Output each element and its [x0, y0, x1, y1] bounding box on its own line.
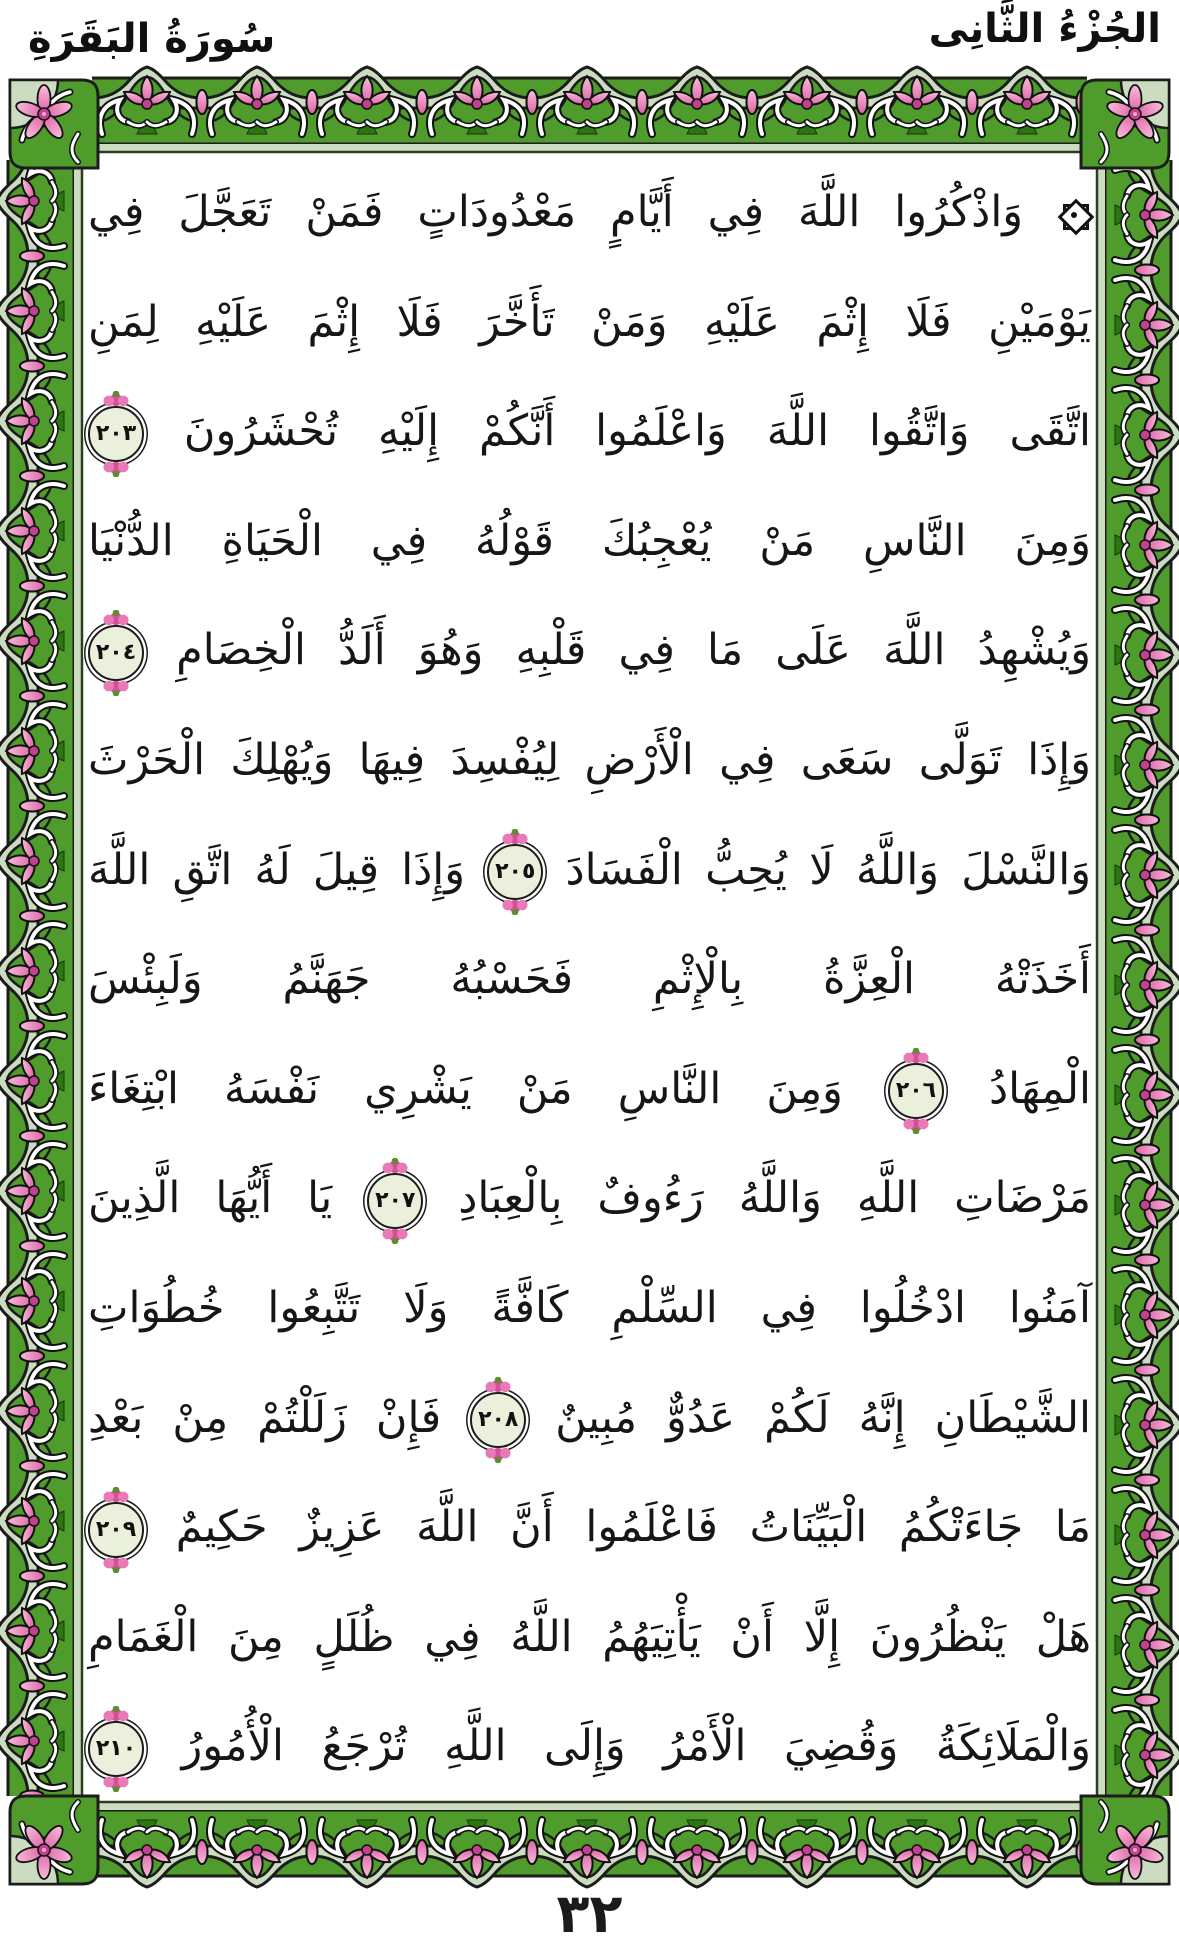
verse-number: ٢٠٨ [478, 1409, 518, 1431]
ayah-text: فَإِنْ زَلَلْتُمْ مِنْ بَعْدِ [88, 1393, 441, 1443]
ayah-text: اتَّقَى وَاتَّقُوا اللَّهَ وَاعْلَمُوا أَنَّكُمْ إِلَيْهِ تُحْشَرُونَ [184, 406, 1091, 456]
ayah-text: آمَنُوا ادْخُلُوا فِي السِّلْمِ كَافَّةً وَلَا تَتَّبِعُوا خُطُوَاتِ [88, 1283, 1091, 1333]
verse-number: ٢٠٦ [896, 1080, 936, 1102]
quran-line [88, 1144, 1091, 1254]
quran-line [88, 1364, 1091, 1474]
ayah-text: وَاذْكُرُوا اللَّهَ فِي أَيَّامٍ مَعْدُودَاتٍ فَمَنْ تَعَجَّلَ فِي [88, 187, 1023, 237]
ayah-text: هَلْ يَنْظُرُونَ إِلَّا أَنْ يَأْتِيَهُمُ اللَّهُ فِي ظُلَلٍ مِنَ الْغَمَامِ [88, 1612, 1091, 1662]
border-corner-bottom-left [10, 1796, 98, 1884]
verse-number-medallion [88, 1721, 144, 1777]
quran-line [88, 816, 1091, 926]
quran-line [88, 596, 1091, 706]
verse-number: ٢١٠ [96, 1738, 136, 1760]
verse-number: ٢٠٩ [96, 1519, 136, 1541]
quran-line [88, 377, 1091, 487]
verse-number-medallion [88, 625, 144, 681]
border-corner-top-left [10, 80, 98, 168]
quran-line [88, 1254, 1091, 1364]
border-right-band [1105, 155, 1179, 1816]
border-corner-bottom-right [1081, 1796, 1169, 1884]
verse-number-medallion [470, 1392, 526, 1448]
quran-line [88, 268, 1091, 378]
juz-title: الجُزْءُ الثَّانِى [929, 6, 1161, 52]
ayah-text: وَمِنَ النَّاسِ مَنْ يَشْرِي نَفْسَهُ ابْتِغَاءَ [88, 1064, 843, 1114]
verse-number-medallion [888, 1063, 944, 1119]
ayah-text: الْمِهَادُ [989, 1064, 1091, 1114]
ayah-text: وَمِنَ النَّاسِ مَنْ يُعْجِبُكَ قَوْلُهُ فِي الْحَيَاةِ الدُّنْيَا [88, 516, 1091, 566]
ayah-text: مَا جَاءَتْكُمُ الْبَيِّنَاتُ فَاعْلَمُوا أَنَّ اللَّهَ عَزِيزٌ حَكِيمٌ [176, 1502, 1091, 1552]
quran-line [88, 1583, 1091, 1693]
quran-line [88, 158, 1091, 268]
verse-number: ٢٠٥ [495, 861, 535, 883]
verse-number: ٢٠٣ [96, 423, 136, 445]
quran-line [88, 1692, 1091, 1802]
quran-line [88, 925, 1091, 1035]
ayah-text: أَخَذَتْهُ الْعِزَّةُ بِالْإِثْمِ فَحَسْبُهُ جَهَنَّمُ وَلَبِئْسَ [88, 954, 1091, 1004]
ayah-text: الشَّيْطَانِ إِنَّهُ لَكُمْ عَدُوٌّ مُبِينٌ [555, 1393, 1091, 1443]
quran-line [88, 1035, 1091, 1145]
verse-number-medallion [88, 1502, 144, 1558]
border-top-band [87, 67, 1179, 144]
ayah-text: وَيُشْهِدُ اللَّهَ عَلَى مَا فِي قَلْبِهِ وَهُوَ أَلَدُّ الْخِصَامِ [176, 625, 1091, 675]
quran-line [88, 706, 1091, 816]
verse-number-medallion [88, 406, 144, 462]
border-left-band [0, 141, 74, 1802]
quran-text-area [88, 158, 1091, 1802]
surah-title: سُورَةُ البَقَرَةِ [28, 16, 275, 62]
ayah-text: يَوْمَيْنِ فَلَا إِثْمَ عَلَيْهِ وَمَنْ تَأَخَّرَ فَلَا إِثْمَ عَلَيْهِ لِمَنِ [88, 297, 1091, 347]
ayah-text: يَا أَيُّهَا الَّذِينَ [88, 1173, 332, 1223]
border-corner-top-right [1081, 80, 1169, 168]
border-bottom-band [87, 1810, 1179, 1887]
quran-line [88, 1473, 1091, 1583]
verse-number: ٢٠٤ [96, 642, 136, 664]
ayah-text: وَالْمَلَائِكَةُ وَقُضِيَ الْأَمْرُ وَإِلَى اللَّهِ تُرْجَعُ الْأُمُورُ [182, 1721, 1091, 1771]
verse-number-medallion [487, 844, 543, 900]
rub-el-hizb-icon [1057, 198, 1091, 232]
ayah-text: مَرْضَاتِ اللَّهِ وَاللَّهُ رَءُوفٌ بِالْعِبَادِ [458, 1173, 1091, 1223]
ayah-text: وَإِذَا تَوَلَّى سَعَى فِي الْأَرْضِ لِيُفْسِدَ فِيهَا وَيُهْلِكَ الْحَرْثَ [88, 735, 1091, 785]
ayah-text: وَإِذَا قِيلَ لَهُ اتَّقِ اللَّهَ [88, 845, 465, 895]
quran-line [88, 487, 1091, 597]
page-number: ٣٢ [0, 1882, 1179, 1945]
verse-number-medallion [367, 1173, 423, 1229]
verse-number: ٢٠٧ [375, 1190, 415, 1212]
ayah-text: وَالنَّسْلَ وَاللَّهُ لَا يُحِبُّ الْفَسَادَ [565, 845, 1091, 895]
